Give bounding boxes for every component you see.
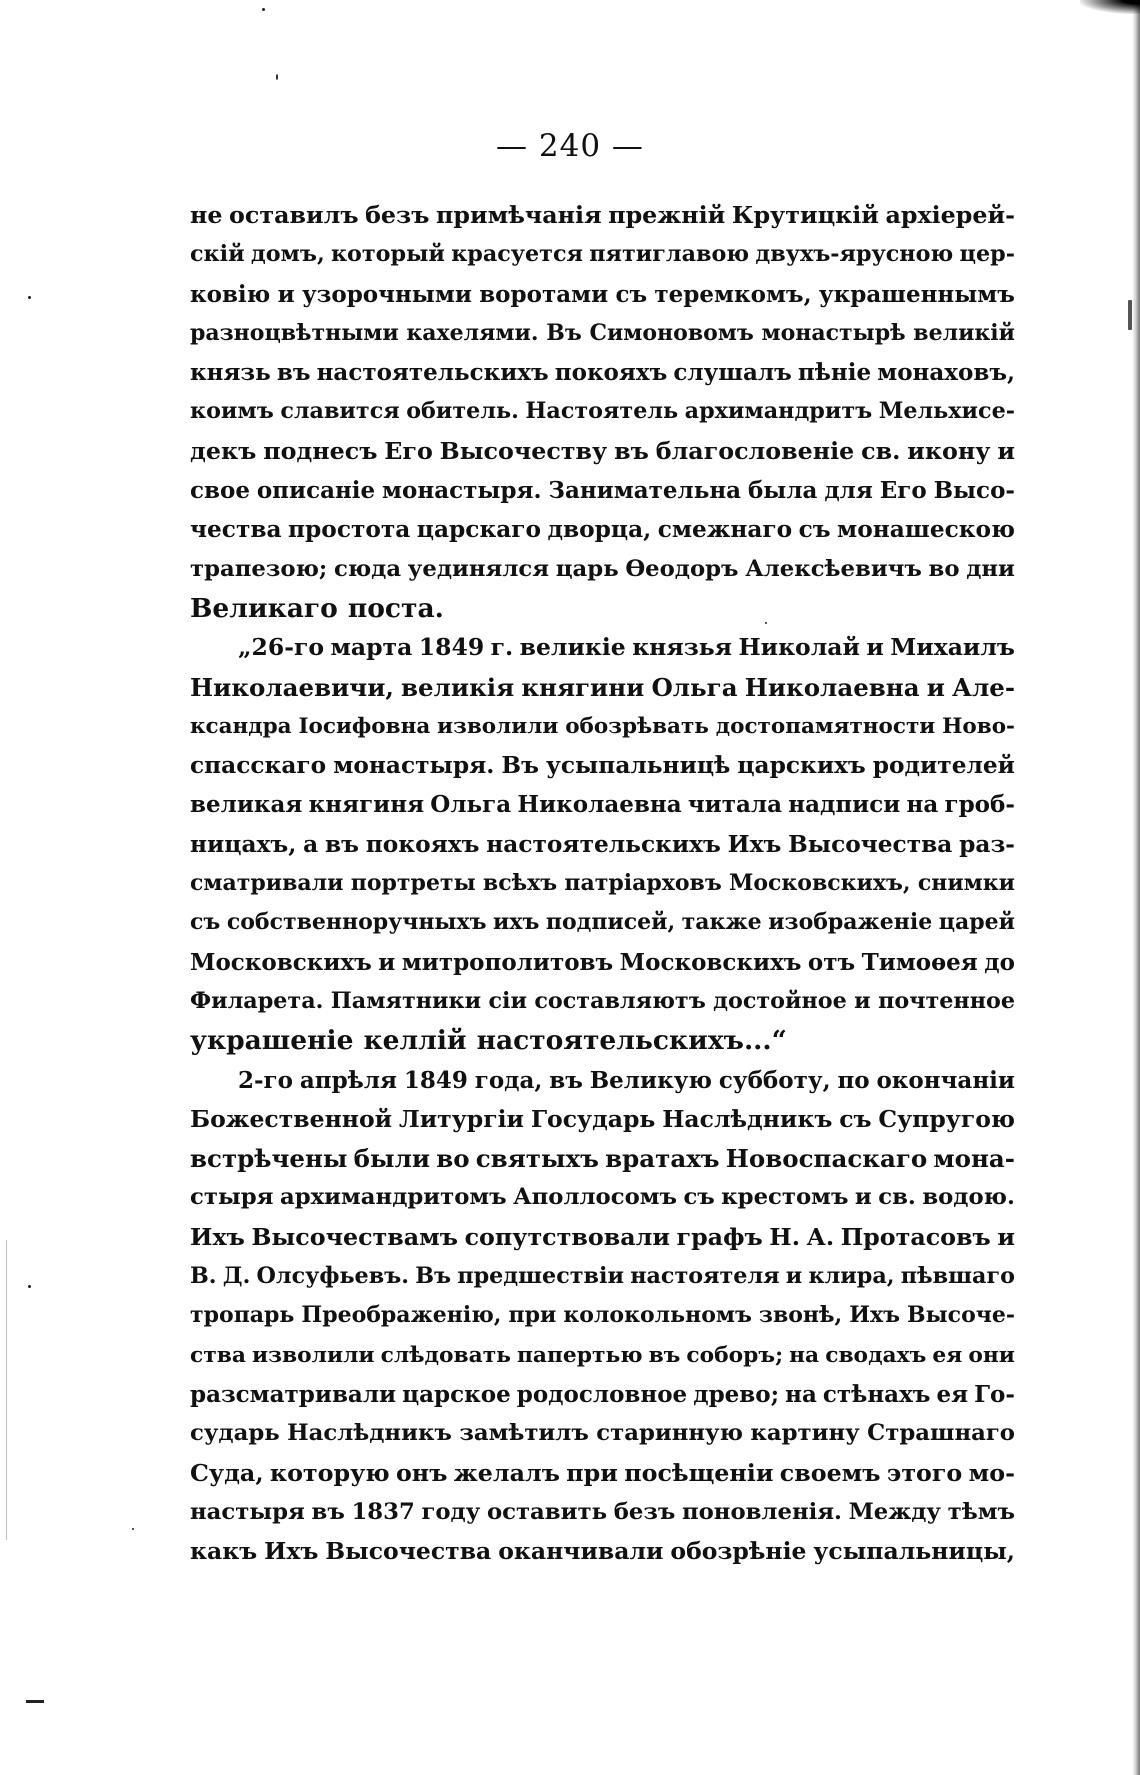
text-line: [190, 746, 1015, 785]
word: икону: [907, 436, 991, 465]
word: папертью: [516, 1342, 643, 1368]
word: княгини: [521, 672, 645, 702]
word: примѣчанія: [435, 201, 602, 229]
word: Протасовъ: [840, 1222, 991, 1251]
word: царей: [938, 909, 1015, 936]
word: тропарь: [190, 1302, 295, 1329]
word: сіи: [488, 987, 527, 1014]
scan-left-rule: [6, 1240, 7, 1540]
word: Высоче-: [907, 1302, 1015, 1329]
scan-speck: [262, 8, 265, 11]
text-line: [190, 785, 1015, 824]
text-line: [190, 314, 1015, 353]
word: Ѳеодоръ: [625, 555, 739, 582]
word: подписей,: [545, 909, 676, 936]
word: 1849: [418, 633, 485, 662]
word: во: [928, 555, 960, 582]
word: сматривали: [190, 870, 344, 897]
word: замѣтилъ: [459, 1420, 589, 1447]
word: портреты: [350, 870, 476, 897]
word: клира,: [808, 1263, 895, 1290]
word: смежнаго: [657, 516, 793, 544]
word: древо;: [693, 1380, 780, 1408]
word: Д.: [222, 1263, 251, 1290]
scan-edge-shadow: [1132, 0, 1140, 1775]
word: посѣщеніи: [624, 1458, 774, 1487]
text-line: [190, 825, 1015, 864]
word: стѣнахъ: [822, 1380, 931, 1408]
word: Высочествамъ: [251, 1222, 458, 1251]
word: читала: [687, 791, 783, 819]
word: украшеніе: [190, 1025, 354, 1057]
word: на: [906, 791, 939, 819]
scan-corner-mark: [1080, 0, 1140, 14]
word: и: [997, 1222, 1015, 1251]
word: родителей: [872, 752, 1015, 780]
word: Крутицкій: [731, 201, 879, 229]
word: Але-: [952, 672, 1015, 702]
text-line: [190, 1532, 1015, 1571]
word: субботу,: [718, 1066, 831, 1094]
word: звонѣ,: [758, 1302, 843, 1329]
word: Ольга: [430, 791, 512, 819]
word: сударь: [190, 1420, 280, 1447]
word: а: [303, 830, 319, 858]
word: коимъ: [190, 398, 274, 425]
page-number: — 240 —: [496, 128, 644, 164]
word: монаховъ,: [877, 359, 1015, 387]
word: не: [190, 201, 223, 229]
word: монастыря.: [333, 752, 495, 780]
word: Наслѣдникъ: [662, 1104, 833, 1133]
word: которую: [269, 1458, 390, 1487]
text-line: [190, 1336, 1015, 1375]
word: красуется: [451, 241, 583, 268]
word: усыпальницѣ: [545, 752, 731, 780]
text-line: [190, 1218, 1015, 1257]
word: „26-го: [238, 633, 325, 662]
word: Ихъ: [264, 1537, 319, 1566]
word: Новоспаскаго: [725, 1144, 928, 1174]
word: Михаилъ: [890, 633, 1015, 662]
word: монашескою: [837, 516, 1015, 544]
word: съ: [798, 516, 831, 544]
word: и: [854, 1184, 872, 1211]
word: Суда,: [190, 1458, 264, 1487]
word: по: [837, 1066, 870, 1094]
word: въ: [324, 830, 359, 858]
word: Ново-: [942, 713, 1015, 739]
word: изволили: [251, 1342, 375, 1368]
word: Московскихъ: [619, 948, 802, 976]
word: Московскихъ,: [729, 870, 911, 897]
word: разсматривали: [190, 1380, 397, 1408]
word: Высочества: [325, 1537, 492, 1566]
word: покояхъ: [365, 830, 480, 858]
word: архимандритъ: [684, 398, 873, 425]
word: обитель.: [406, 398, 519, 425]
word: своемъ: [779, 1458, 881, 1487]
word: царь: [555, 555, 619, 582]
word: родословное: [516, 1380, 688, 1408]
word: Высочеству: [439, 436, 608, 465]
word: Тимоѳея: [861, 948, 978, 976]
word: и: [785, 1263, 803, 1290]
word: отъ: [807, 948, 856, 976]
word: Аполлосомъ: [513, 1184, 677, 1211]
word: А.: [806, 1222, 835, 1251]
word: поста.: [347, 592, 444, 624]
word: Преображенію,: [301, 1302, 502, 1329]
word: Симоновомъ: [589, 319, 754, 346]
word: ея: [936, 1380, 969, 1408]
word: разноцвѣтными: [190, 319, 399, 346]
word: и: [866, 633, 884, 662]
word: усыпальницы,: [813, 1537, 1015, 1566]
word: Ихъ: [727, 830, 782, 858]
text-line: [190, 1493, 1015, 1532]
word: царскаго: [416, 516, 542, 544]
word: Литургіи: [398, 1104, 524, 1133]
word: была: [747, 477, 818, 505]
word: Божественной: [190, 1104, 393, 1133]
text-line: [190, 235, 1015, 274]
word: какъ: [190, 1537, 258, 1566]
word: великій: [913, 319, 1015, 346]
word: Ихъ: [190, 1222, 245, 1251]
word: архіерей-: [885, 201, 1015, 229]
word: настоятельскихъ...“: [476, 1025, 787, 1057]
word: слушалъ: [673, 359, 792, 387]
word: Супругою: [878, 1104, 1015, 1133]
word: предшествіи: [457, 1263, 624, 1290]
word: оставилъ: [229, 201, 359, 229]
word: скій: [190, 241, 245, 268]
text-line: [190, 196, 1015, 235]
word: гроб-: [944, 791, 1015, 819]
word: апрѣля: [299, 1066, 398, 1094]
text-line: [190, 471, 1015, 510]
word: сопутствовали: [464, 1222, 670, 1251]
word: г.: [490, 633, 514, 662]
text-line: [190, 1100, 1015, 1139]
scan-speck: [28, 1285, 31, 1288]
word: Филарета.: [190, 987, 324, 1014]
word: 1849: [403, 1066, 468, 1094]
word: Николай: [738, 633, 860, 662]
text-line: [190, 589, 1015, 628]
word: ксандра: [190, 713, 292, 739]
word: княгиня: [308, 791, 425, 819]
word: свое: [190, 477, 250, 505]
word: трапезою;: [190, 555, 328, 582]
word: снимки: [917, 870, 1015, 897]
word: Государь: [530, 1104, 656, 1133]
word: Высочества: [788, 830, 953, 858]
word: ства: [190, 1342, 246, 1368]
word: Олсуфьевъ.: [256, 1263, 409, 1290]
text-line: [190, 392, 1015, 431]
word: въ: [276, 359, 311, 387]
text-line: [190, 353, 1015, 392]
word: воротами: [479, 280, 609, 308]
word: Н.: [769, 1222, 800, 1251]
word: пѣвшаго: [900, 1263, 1015, 1290]
word: сюда: [334, 555, 402, 582]
word: Ихъ: [849, 1302, 900, 1329]
word: Великаго: [190, 592, 338, 624]
word: мона-: [933, 1144, 1015, 1174]
word: водою.: [922, 1184, 1015, 1211]
text-line: [190, 1061, 1015, 1100]
word: безъ: [365, 201, 430, 229]
word: почтенное: [878, 987, 1015, 1014]
word: съ: [615, 280, 648, 308]
word: двухъ-ярусною: [755, 241, 954, 268]
word: оставить: [486, 1498, 608, 1525]
word: и: [378, 948, 396, 976]
word: прежній: [608, 201, 726, 229]
word: изображеніе: [768, 909, 933, 936]
word: Между: [848, 1498, 941, 1525]
text-line: [190, 432, 1015, 471]
word: обозрѣніе: [670, 1537, 807, 1566]
word: келлій: [363, 1025, 467, 1057]
word: Алексѣевичъ: [745, 555, 922, 582]
word: Его: [879, 477, 927, 505]
word: соборъ;: [686, 1342, 784, 1368]
word: ихъ: [493, 909, 540, 936]
word: настоятеля: [630, 1263, 780, 1290]
scan-speck: [276, 74, 278, 80]
word: Московскихъ: [190, 948, 372, 976]
text-line: [190, 864, 1015, 903]
word: великая: [190, 791, 303, 819]
word: благословеніе: [655, 436, 855, 465]
word: въ: [614, 436, 649, 465]
word: Наслѣдникъ: [287, 1420, 452, 1447]
word: въ: [549, 1066, 583, 1094]
word: Николаевна: [744, 672, 920, 702]
word: Николаевичи,: [190, 672, 394, 702]
word: узорочными: [301, 280, 472, 308]
word: Ольга: [651, 672, 738, 702]
word: мо-: [968, 1458, 1015, 1487]
word: году: [421, 1498, 481, 1525]
word: марта: [330, 633, 413, 662]
text-line: [190, 1178, 1015, 1217]
word: собственноручныхъ: [226, 909, 487, 936]
word: домъ,: [250, 241, 325, 268]
word: 2-го: [238, 1066, 293, 1094]
word: на: [789, 1342, 820, 1368]
word: пятиглавою: [589, 241, 750, 268]
word: Мельхисе-: [878, 398, 1015, 425]
word: царскихъ: [737, 752, 866, 780]
word: до: [984, 948, 1015, 976]
word: безъ: [613, 1498, 676, 1525]
word: онъ: [395, 1458, 448, 1487]
word: раз-: [959, 830, 1015, 858]
text-line: [190, 707, 1015, 746]
word: тѣмъ: [947, 1498, 1015, 1525]
word: на: [785, 1380, 817, 1408]
word: декъ: [190, 436, 257, 465]
word: желалъ: [453, 1458, 560, 1487]
word: монастыря.: [382, 477, 542, 505]
text-line: [190, 1414, 1015, 1453]
word: Въ: [546, 319, 582, 346]
word: патріарховъ: [564, 870, 722, 897]
word: простота: [288, 516, 411, 544]
word: также: [681, 909, 762, 936]
word: были: [353, 1144, 431, 1174]
word: крестомъ: [721, 1184, 849, 1211]
word: Великую: [589, 1066, 713, 1094]
word: и: [926, 672, 945, 702]
word: этого: [886, 1458, 963, 1487]
word: который: [330, 241, 445, 268]
word: настыря: [190, 1498, 305, 1525]
word: поновленія.: [681, 1498, 842, 1525]
word: года,: [474, 1066, 543, 1094]
word: покояхъ: [554, 359, 668, 387]
word: во: [436, 1144, 470, 1174]
word: они: [968, 1342, 1015, 1368]
word: дворца,: [547, 516, 652, 544]
word: Его: [384, 436, 433, 465]
word: теремкомъ,: [654, 280, 812, 308]
text-line: [190, 1257, 1015, 1296]
scan-speck: [765, 622, 767, 624]
word: Настоятель: [525, 398, 679, 425]
word: достопамятности: [715, 713, 936, 739]
word: ковію: [190, 280, 271, 308]
scan-speck: [132, 1528, 134, 1530]
word: Николаевна: [517, 791, 682, 819]
text-line: [190, 1296, 1015, 1335]
text-line: [190, 1454, 1015, 1493]
word: пѣніе: [797, 359, 872, 387]
word: чества: [190, 516, 282, 544]
text-line: [190, 982, 1015, 1021]
text-line: [190, 1021, 1015, 1060]
word: надписи: [788, 791, 901, 819]
text-line: [190, 943, 1015, 982]
text-line: [190, 668, 1015, 707]
word: въ: [648, 1342, 681, 1368]
word: дни: [966, 555, 1015, 582]
word: окончаніи: [876, 1066, 1015, 1094]
text-line: [190, 550, 1015, 589]
word: св.: [861, 436, 901, 465]
word: при: [566, 1458, 618, 1487]
word: достойное: [713, 987, 847, 1014]
word: ея: [932, 1342, 963, 1368]
word: князь: [190, 359, 271, 387]
word: встрѣчены: [190, 1144, 348, 1174]
word: при: [508, 1302, 557, 1329]
word: съ: [683, 1184, 715, 1211]
word: настоятельскихъ: [486, 830, 721, 858]
word: поднесъ: [263, 436, 378, 465]
word: для: [824, 477, 873, 505]
word: Въ: [501, 752, 539, 780]
scan-speck: [28, 296, 31, 299]
word: царское: [402, 1380, 511, 1408]
word: съ: [839, 1104, 872, 1133]
word: Занимательна: [548, 477, 742, 505]
word: и: [277, 280, 295, 308]
word: уединялся: [407, 555, 550, 582]
word: сводахъ: [825, 1342, 927, 1368]
word: обозрѣвать: [565, 713, 709, 739]
scan-speck: [1128, 300, 1132, 330]
word: графъ: [676, 1222, 763, 1251]
word: спасскаго: [190, 752, 327, 780]
text-line: [190, 628, 1015, 667]
word: описаніе: [256, 477, 376, 505]
word: князья: [632, 633, 733, 662]
word: монастырѣ: [761, 319, 906, 346]
word: кахелями.: [406, 319, 539, 346]
word: въ: [311, 1498, 345, 1525]
word: вратахъ: [605, 1144, 720, 1174]
word: цер-: [959, 241, 1015, 268]
word: ницахъ,: [190, 830, 297, 858]
word: старинную: [596, 1420, 743, 1447]
word: настоятельскихъ: [316, 359, 549, 387]
word: Высо-: [933, 477, 1015, 505]
word: колокольномъ: [563, 1302, 752, 1329]
word: украшеннымъ: [818, 280, 1015, 308]
word: великіе: [519, 633, 626, 662]
word: святыхъ: [475, 1144, 599, 1174]
word: славится: [280, 398, 400, 425]
body-text: [190, 196, 1015, 1571]
word: Въ: [415, 1263, 452, 1290]
word: Страшнаго: [867, 1420, 1015, 1447]
word: стыря: [190, 1184, 274, 1211]
text-line: [190, 1139, 1015, 1178]
word: изволили: [437, 713, 559, 739]
word: Памятники: [330, 987, 482, 1014]
word: и: [997, 436, 1015, 465]
text-line: [190, 1375, 1015, 1414]
word: архимандритомъ: [279, 1184, 507, 1211]
word: 1837: [351, 1498, 415, 1525]
word: великія: [401, 672, 515, 702]
word: всѣхъ: [482, 870, 558, 897]
word: оканчивали: [498, 1537, 664, 1566]
word: составляютъ: [534, 987, 706, 1014]
text-line: [190, 275, 1015, 314]
word: св.: [878, 1184, 916, 1211]
word: съ: [190, 909, 221, 936]
word: и: [854, 987, 871, 1014]
text-line: [190, 903, 1015, 942]
word: Іосифовна: [298, 713, 431, 739]
text-line: [190, 510, 1015, 549]
word: слѣдовать: [380, 1342, 511, 1368]
word: В.: [190, 1263, 217, 1290]
word: картину: [750, 1420, 860, 1447]
word: Го-: [974, 1380, 1015, 1408]
scan-dash: [26, 1700, 44, 1703]
word: митрополитовъ: [401, 948, 614, 976]
